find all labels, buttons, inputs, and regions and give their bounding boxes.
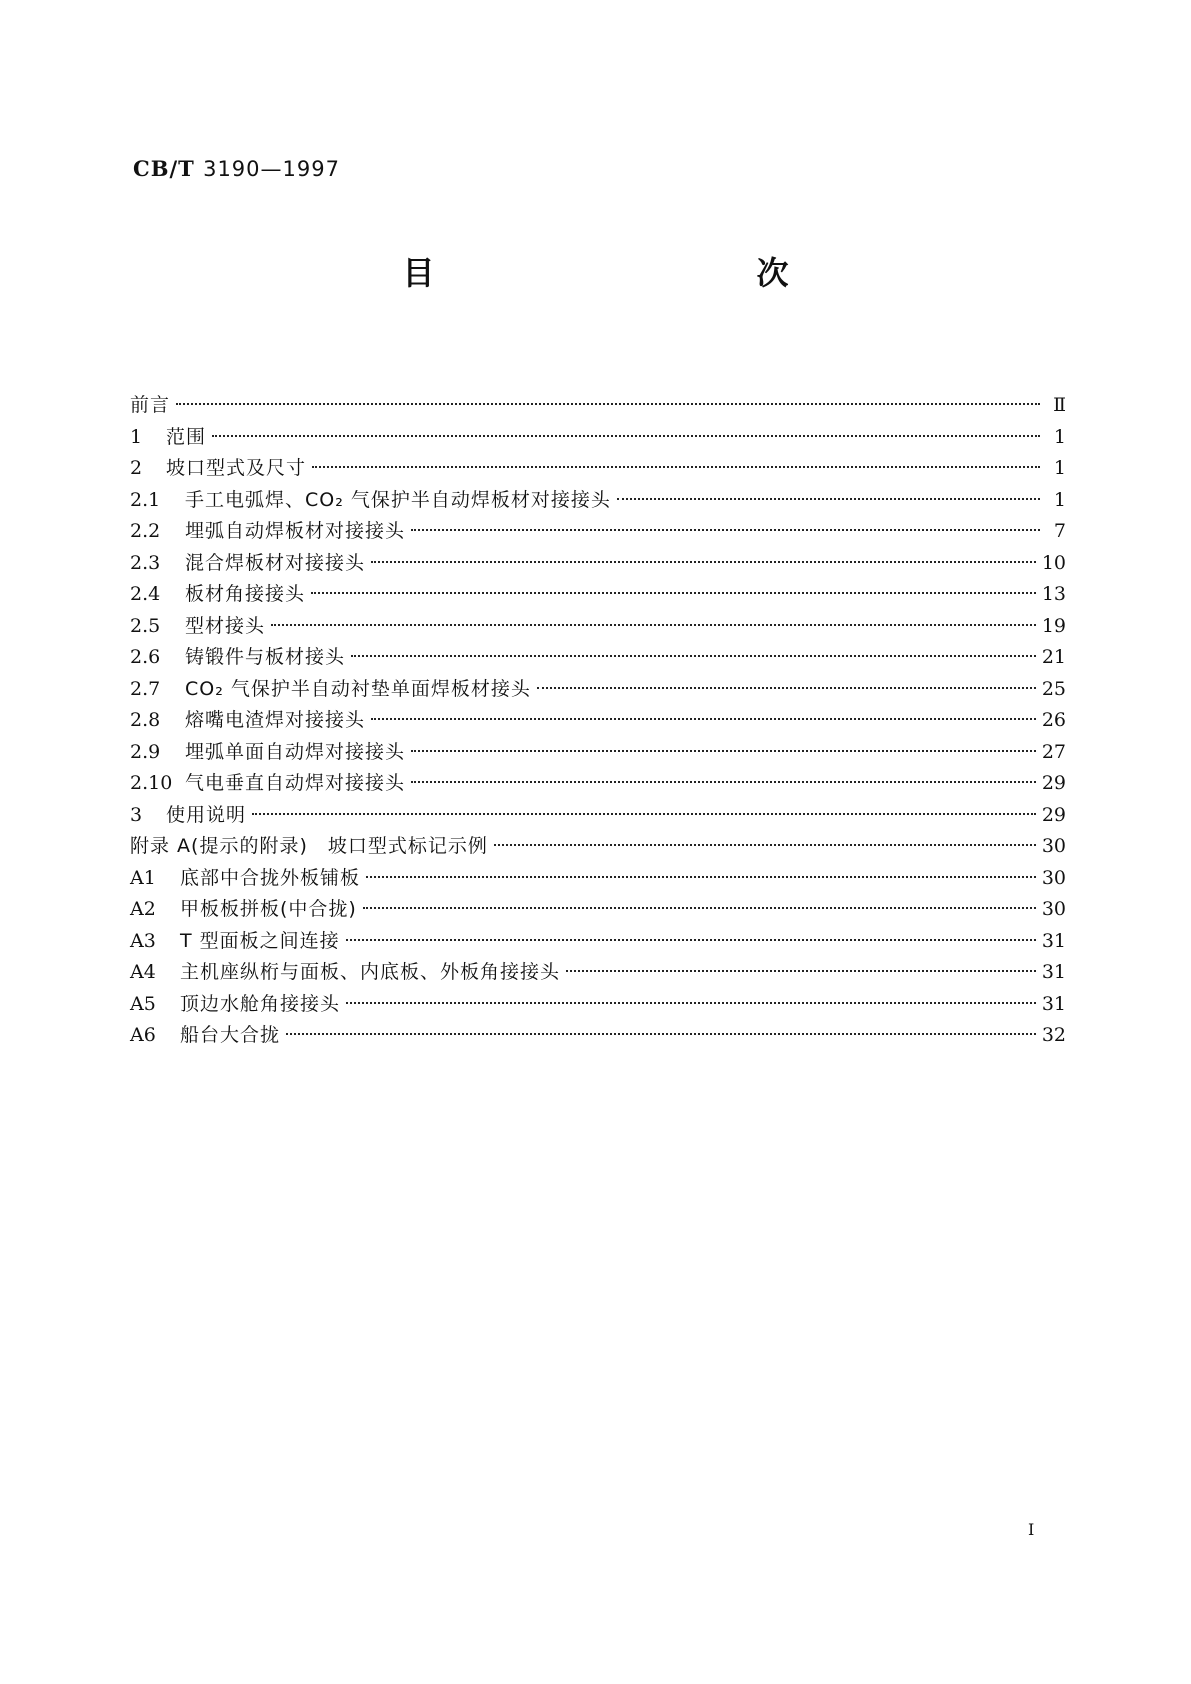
toc-entry-page: 10 <box>1041 551 1066 574</box>
dot-leader <box>537 687 1036 689</box>
toc-entry-page: 1 <box>1053 457 1066 479</box>
document-code-number: 3190—1997 <box>203 157 340 181</box>
toc-entry-page: 30 <box>1041 835 1066 857</box>
toc-entry[interactable] <box>130 1020 1066 1052</box>
toc-entry[interactable] <box>130 800 1066 832</box>
toc-entry-number: 2.7 <box>130 677 161 700</box>
toc-entry-page: 31 <box>1041 992 1066 1015</box>
toc-entry-number: 2 <box>130 457 143 479</box>
toc-entry-page: 29 <box>1041 772 1066 794</box>
toc-entry-label: 前言 <box>130 394 171 416</box>
toc-entry-number: 2.6 <box>130 646 161 668</box>
dot-leader <box>371 561 1036 563</box>
dot-leader <box>346 1002 1036 1004</box>
toc-entry-number: 2.2 <box>130 520 161 542</box>
toc-entry[interactable] <box>130 611 1066 643</box>
toc-entry-label: 坡口型式及尺寸 <box>166 457 307 479</box>
toc-entry-number: 2.9 <box>130 740 161 763</box>
toc-entry-number: A5 <box>130 992 156 1015</box>
toc-entry-label: 埋弧自动焊板材对接接头 <box>185 520 406 542</box>
toc-entry-number: 2.10 <box>130 772 173 794</box>
dot-leader <box>371 718 1036 720</box>
toc-entry-label: T 型面板之间连接 <box>180 929 340 952</box>
toc-entry[interactable] <box>130 485 1066 517</box>
toc-entry-page: 31 <box>1041 929 1066 952</box>
dot-leader <box>346 939 1036 941</box>
toc-entry-label: 使用说明 <box>166 803 247 826</box>
toc-entry-label: 范围 <box>166 425 207 448</box>
document-code <box>133 156 340 181</box>
toc-entry-page: 7 <box>1053 520 1066 542</box>
dot-leader <box>252 813 1036 815</box>
toc-entry[interactable] <box>130 768 1066 800</box>
toc-entry-number: A1 <box>130 866 156 889</box>
dot-leader <box>212 435 1040 437</box>
toc-entry-page: 1 <box>1053 488 1066 511</box>
toc-entry-page: Ⅱ <box>1053 394 1066 416</box>
toc-entry[interactable] <box>130 863 1066 895</box>
toc-entry[interactable] <box>130 516 1066 548</box>
toc-entry-label: 铸锻件与板材接头 <box>185 646 346 668</box>
toc-entry-number: A2 <box>130 898 156 920</box>
toc-entry-page: 26 <box>1041 709 1066 731</box>
toc-entry[interactable] <box>130 989 1066 1021</box>
toc-entry-number: 2.1 <box>130 488 161 511</box>
toc-entry[interactable] <box>130 422 1066 454</box>
toc-entry-label: 顶边水舱角接接头 <box>180 992 341 1015</box>
toc-entry-number: A3 <box>130 929 156 952</box>
dot-leader <box>312 466 1040 468</box>
page-title: 目 次 <box>402 254 875 292</box>
toc-entry-number: A4 <box>130 961 156 983</box>
toc-entry[interactable] <box>130 705 1066 737</box>
toc-entry[interactable] <box>130 737 1066 769</box>
dot-leader <box>366 876 1036 878</box>
dot-leader <box>411 750 1036 752</box>
toc-entry-label: 混合焊板材对接接头 <box>185 551 366 574</box>
toc-entry[interactable] <box>130 642 1066 674</box>
toc-entry[interactable] <box>130 957 1066 989</box>
toc-entry[interactable] <box>130 894 1066 926</box>
toc-entry-page: 32 <box>1041 1024 1066 1046</box>
toc-entry-label: 埋弧单面自动焊对接接头 <box>185 740 406 763</box>
toc-entry-page: 21 <box>1041 646 1066 668</box>
toc-entry-page: 30 <box>1041 898 1066 920</box>
dot-leader <box>411 529 1040 531</box>
dot-leader <box>363 907 1036 909</box>
toc-entry-number: 2.4 <box>130 583 161 605</box>
document-code-prefix: CB/T <box>133 156 195 181</box>
toc-entry-page: 30 <box>1041 866 1066 889</box>
toc-entry-page: 1 <box>1053 425 1066 448</box>
dot-leader <box>271 624 1036 626</box>
toc-entry-page: 25 <box>1041 677 1066 700</box>
dot-leader <box>617 498 1040 500</box>
toc-entry-number: A6 <box>130 1024 156 1046</box>
toc-entry-label: 型材接头 <box>185 614 266 637</box>
dot-leader <box>311 592 1036 594</box>
toc-entry-label: 底部中合拢外板铺板 <box>180 866 361 889</box>
toc-entry-label: 主机座纵桁与面板、内底板、外板角接接头 <box>180 961 561 983</box>
toc-entry[interactable] <box>130 674 1066 706</box>
toc-entry-label: 熔嘴电渣焊对接接头 <box>185 709 366 731</box>
toc-entry-label: 附录 A(提示的附录) 坡口型式标记示例 <box>130 835 488 857</box>
toc-entry-page: 27 <box>1041 740 1066 763</box>
toc-entry[interactable] <box>130 548 1066 580</box>
toc-entry[interactable] <box>130 579 1066 611</box>
toc-entry-label: 板材角接接头 <box>185 583 306 605</box>
toc-entry-page: 13 <box>1041 583 1066 605</box>
toc-entry-label: 船台大合拢 <box>180 1024 281 1046</box>
toc-entry-label: 甲板板拼板(中合拢) <box>180 898 357 920</box>
dot-leader <box>566 970 1036 972</box>
dot-leader <box>494 844 1036 846</box>
toc-entry[interactable] <box>130 926 1066 958</box>
toc-entry-page: 19 <box>1041 614 1066 637</box>
toc-entry-number: 2.8 <box>130 709 161 731</box>
toc-entry-page: 31 <box>1041 961 1066 983</box>
page-number: I <box>1028 1520 1035 1539</box>
toc-entry[interactable] <box>130 390 1066 422</box>
toc-entry-number: 2.3 <box>130 551 161 574</box>
toc-entry[interactable] <box>130 453 1066 485</box>
toc-entry-label: 手工电弧焊、CO₂ 气保护半自动焊板材对接接头 <box>185 488 611 511</box>
toc-entry-number: 3 <box>130 803 143 826</box>
dot-leader <box>351 655 1036 657</box>
toc-entry[interactable] <box>130 831 1066 863</box>
table-of-contents <box>130 390 1066 1052</box>
dot-leader <box>411 781 1036 783</box>
toc-entry-label: 气电垂直自动焊对接接头 <box>185 772 406 794</box>
dot-leader <box>176 403 1040 405</box>
toc-entry-page: 29 <box>1041 803 1066 826</box>
toc-entry-number: 1 <box>130 425 143 448</box>
toc-entry-label: CO₂ 气保护半自动衬垫单面焊板材接头 <box>185 677 531 700</box>
toc-entry-number: 2.5 <box>130 614 161 637</box>
dot-leader <box>286 1033 1036 1035</box>
